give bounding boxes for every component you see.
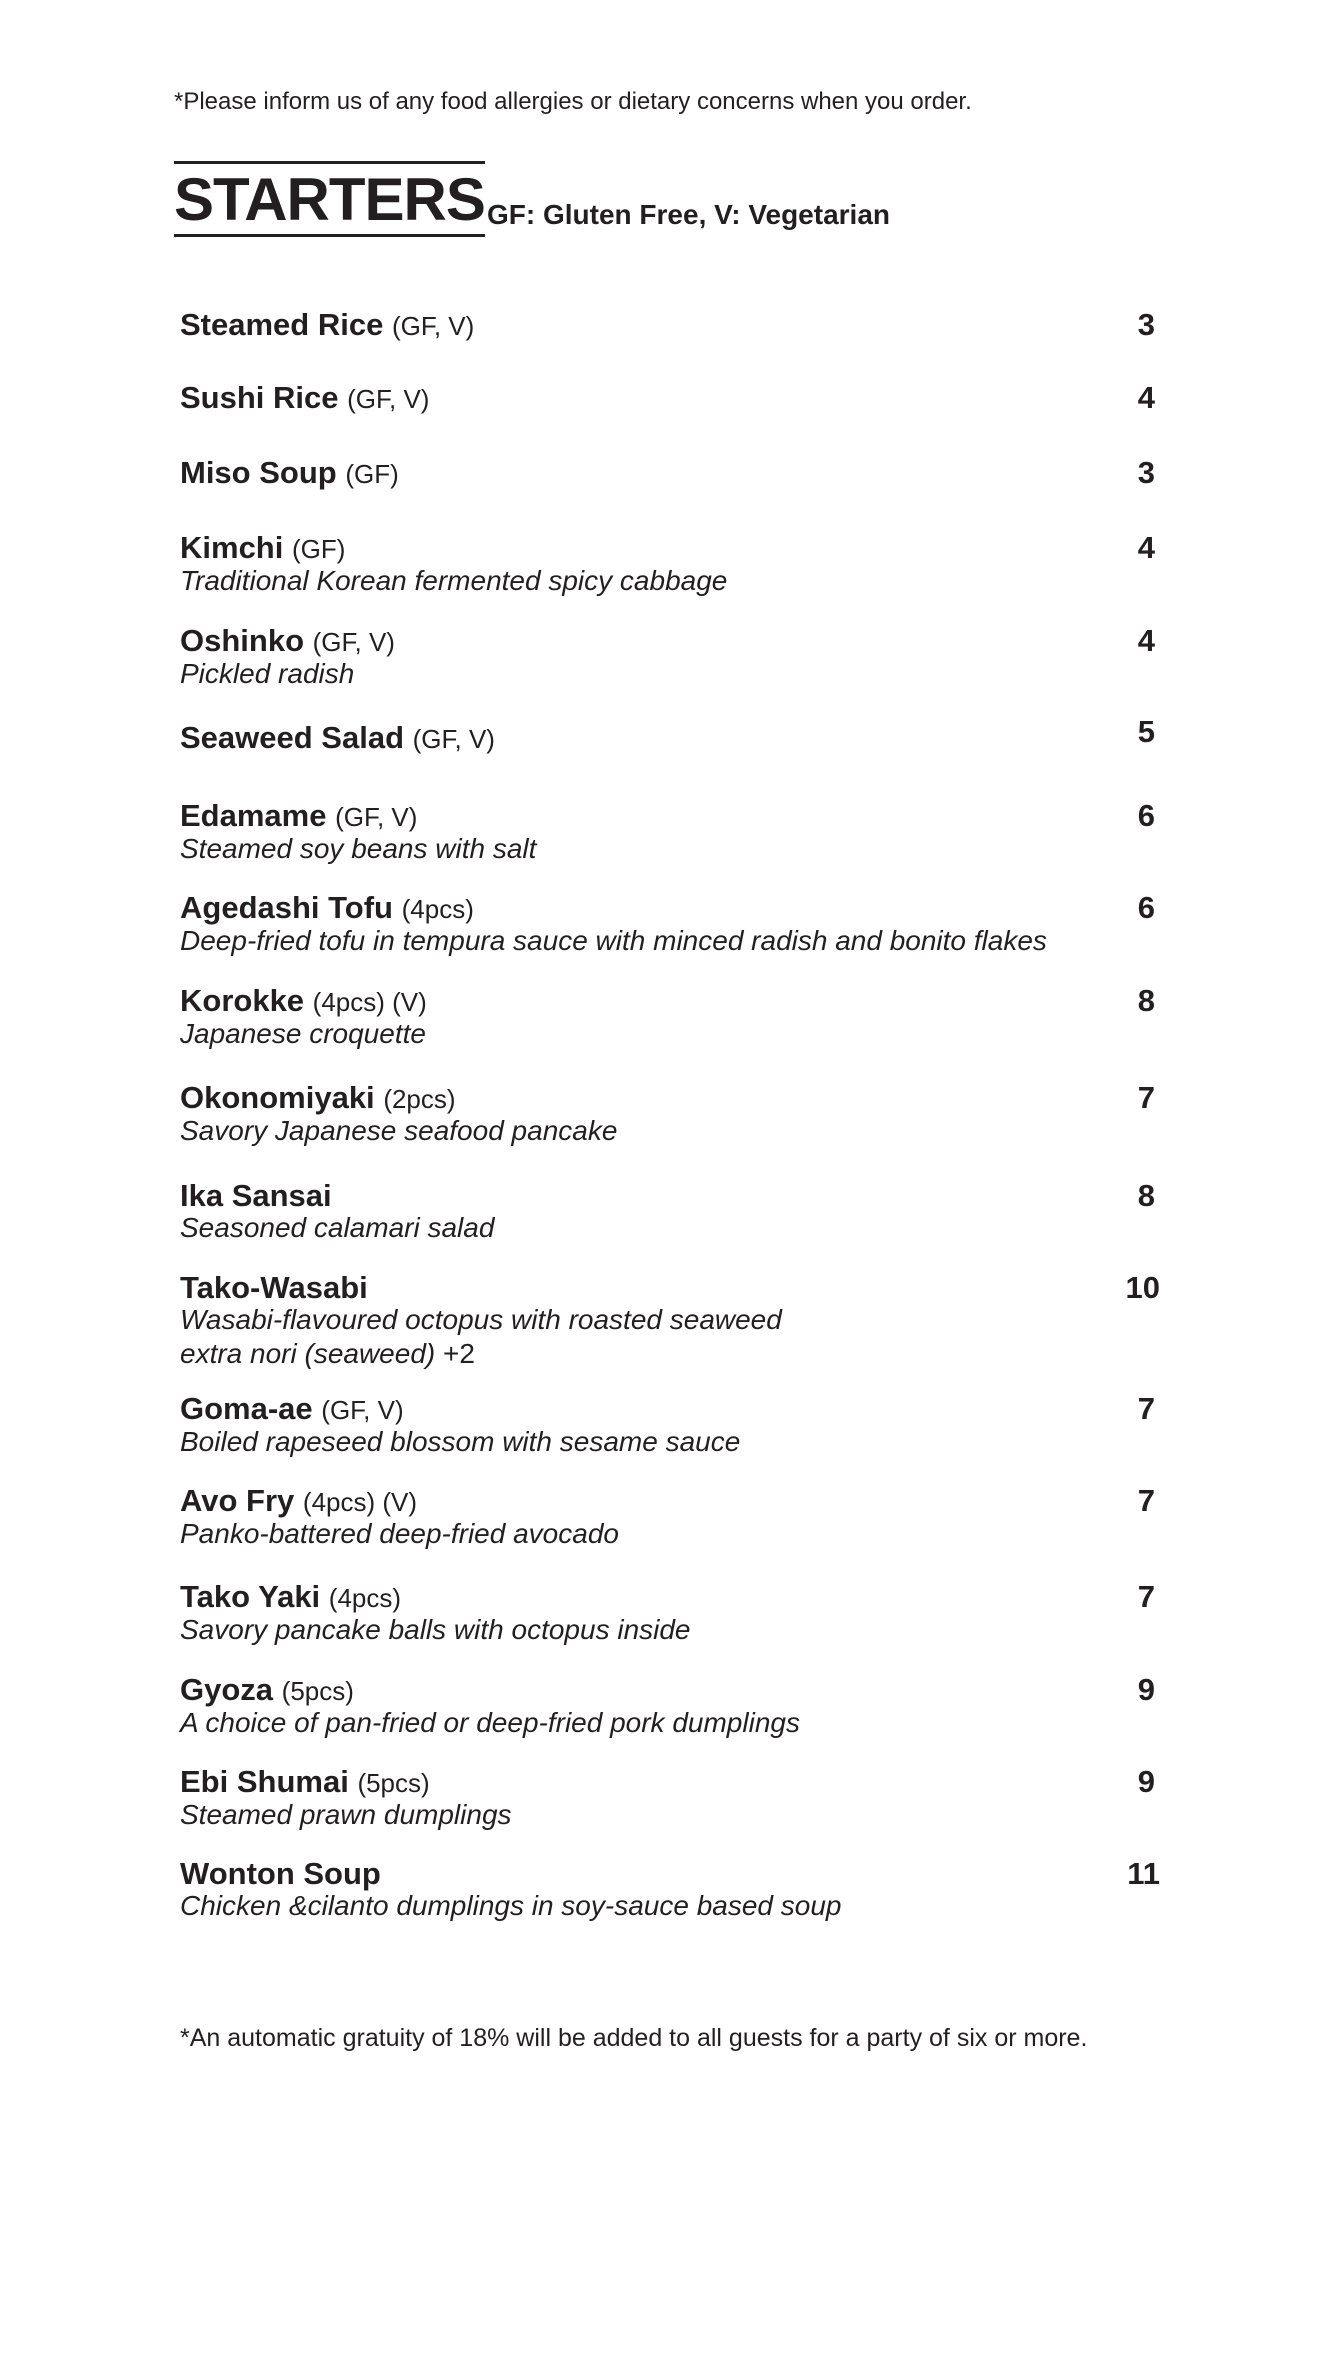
item-note: (GF, V) bbox=[312, 627, 395, 657]
menu-item bbox=[180, 891, 1160, 956]
item-name: Edamame bbox=[180, 798, 327, 833]
menu-item bbox=[180, 1765, 1160, 1830]
item-description: Wasabi-flavoured octopus with roasted seaweed bbox=[180, 1304, 782, 1335]
menu-item bbox=[180, 1081, 1160, 1146]
menu-item bbox=[180, 1271, 1160, 1371]
section-title: STARTERS bbox=[174, 161, 485, 237]
item-note: (GF) bbox=[345, 459, 399, 489]
gratuity-notice: *An automatic gratuity of 18% will be added to all guests for a party of six or more. bbox=[180, 2024, 1088, 2052]
menu-item bbox=[180, 1857, 1160, 1921]
item-name: Miso Soup bbox=[180, 455, 337, 490]
menu-item bbox=[180, 714, 1160, 756]
item-price: 6 bbox=[1137, 890, 1155, 925]
menu-item bbox=[180, 1580, 1160, 1645]
menu-item bbox=[180, 1484, 1160, 1549]
menu-item bbox=[180, 1392, 1160, 1457]
item-note: (5pcs) bbox=[281, 1676, 354, 1706]
menu-item bbox=[180, 381, 1160, 416]
item-name: Gyoza bbox=[180, 1672, 274, 1707]
item-description: Japanese croquette bbox=[180, 1018, 426, 1049]
item-price: 4 bbox=[1137, 530, 1155, 565]
menu-item bbox=[180, 531, 1160, 596]
item-price: 11 bbox=[1127, 1856, 1160, 1891]
item-note: (2pcs) bbox=[383, 1084, 456, 1114]
item-note: (4pcs) (V) bbox=[302, 1487, 418, 1517]
item-note: (GF, V) bbox=[321, 1395, 404, 1425]
item-price: 9 bbox=[1137, 1672, 1155, 1707]
item-name: Korokke bbox=[180, 983, 305, 1018]
item-description: Pickled radish bbox=[180, 658, 355, 689]
item-note: (GF, V) bbox=[335, 802, 418, 832]
item-description: Chicken &cilanto dumplings in soy-sauce based soup bbox=[180, 1890, 842, 1921]
item-name: Tako-Wasabi bbox=[180, 1270, 368, 1305]
item-description: Traditional Korean fermented spicy cabbage bbox=[180, 565, 728, 596]
item-note: (GF) bbox=[291, 534, 346, 564]
item-description: Deep-fried tofu in tempura sauce with minced radish and bonito flakes bbox=[180, 925, 1047, 956]
item-name: Avo Fry bbox=[180, 1483, 295, 1518]
menu-item bbox=[180, 624, 1160, 689]
item-extra bbox=[180, 1337, 1160, 1371]
item-price: 8 bbox=[1137, 983, 1155, 1018]
item-description: Steamed soy beans with salt bbox=[180, 833, 537, 864]
item-price: 3 bbox=[1137, 307, 1155, 342]
menu-item bbox=[180, 984, 1160, 1049]
item-price: 7 bbox=[1137, 1483, 1155, 1518]
item-name: Wonton Soup bbox=[180, 1856, 381, 1891]
item-note: (GF, V) bbox=[347, 384, 430, 414]
item-price: 8 bbox=[1137, 1178, 1155, 1213]
item-description: A choice of pan-fried or deep-fried pork dumplings bbox=[180, 1707, 800, 1738]
extra-price: +2 bbox=[443, 1338, 475, 1369]
item-name: Seaweed Salad bbox=[180, 720, 405, 755]
menu-item bbox=[180, 1179, 1160, 1243]
item-price: 4 bbox=[1137, 380, 1155, 415]
extra-label: extra nori (seaweed) bbox=[180, 1338, 436, 1369]
item-description: Seasoned calamari salad bbox=[180, 1212, 495, 1243]
item-description: Boiled rapeseed blossom with sesame sauce bbox=[180, 1426, 741, 1457]
menu-item bbox=[180, 456, 1160, 491]
item-price: 6 bbox=[1137, 798, 1155, 833]
item-name: Okonomiyaki bbox=[180, 1080, 375, 1115]
item-name: Oshinko bbox=[180, 623, 305, 658]
item-price: 4 bbox=[1137, 623, 1155, 658]
item-price: 7 bbox=[1137, 1391, 1155, 1426]
item-price: 3 bbox=[1137, 455, 1155, 490]
item-name: Sushi Rice bbox=[180, 380, 339, 415]
item-note: (4pcs) bbox=[328, 1583, 402, 1613]
menu-item bbox=[180, 308, 1160, 343]
item-note: (GF, V) bbox=[391, 311, 475, 341]
menu-item bbox=[180, 1673, 1160, 1738]
item-description: Steamed prawn dumplings bbox=[180, 1799, 512, 1830]
item-description: Savory pancake balls with octopus inside bbox=[180, 1614, 691, 1645]
section-header bbox=[174, 161, 1174, 241]
item-note: (GF, V) bbox=[412, 724, 495, 754]
item-name: Agedashi Tofu bbox=[180, 890, 393, 925]
item-price: 9 bbox=[1137, 1764, 1155, 1799]
item-name: Kimchi bbox=[180, 530, 284, 565]
item-note: (5pcs) bbox=[357, 1768, 430, 1798]
item-description: Savory Japanese seafood pancake bbox=[180, 1115, 618, 1146]
item-price: 10 bbox=[1125, 1270, 1160, 1305]
item-name: Ebi Shumai bbox=[180, 1764, 349, 1799]
item-description: Panko-battered deep-fried avocado bbox=[180, 1518, 619, 1549]
dietary-legend: GF: Gluten Free, V: Vegetarian bbox=[487, 199, 890, 230]
item-name: Steamed Rice bbox=[180, 307, 384, 342]
item-name: Tako Yaki bbox=[180, 1579, 321, 1614]
item-price: 5 bbox=[1137, 714, 1155, 749]
allergy-notice: *Please inform us of any food allergies or dietary concerns when you order. bbox=[174, 88, 972, 115]
item-note: (4pcs) (V) bbox=[312, 987, 427, 1017]
item-note: (4pcs) bbox=[401, 894, 474, 924]
item-price: 7 bbox=[1137, 1579, 1155, 1614]
item-name: Goma-ae bbox=[180, 1391, 313, 1426]
item-name: Ika Sansai bbox=[180, 1178, 332, 1213]
item-price: 7 bbox=[1137, 1080, 1155, 1115]
menu-item bbox=[180, 799, 1160, 864]
